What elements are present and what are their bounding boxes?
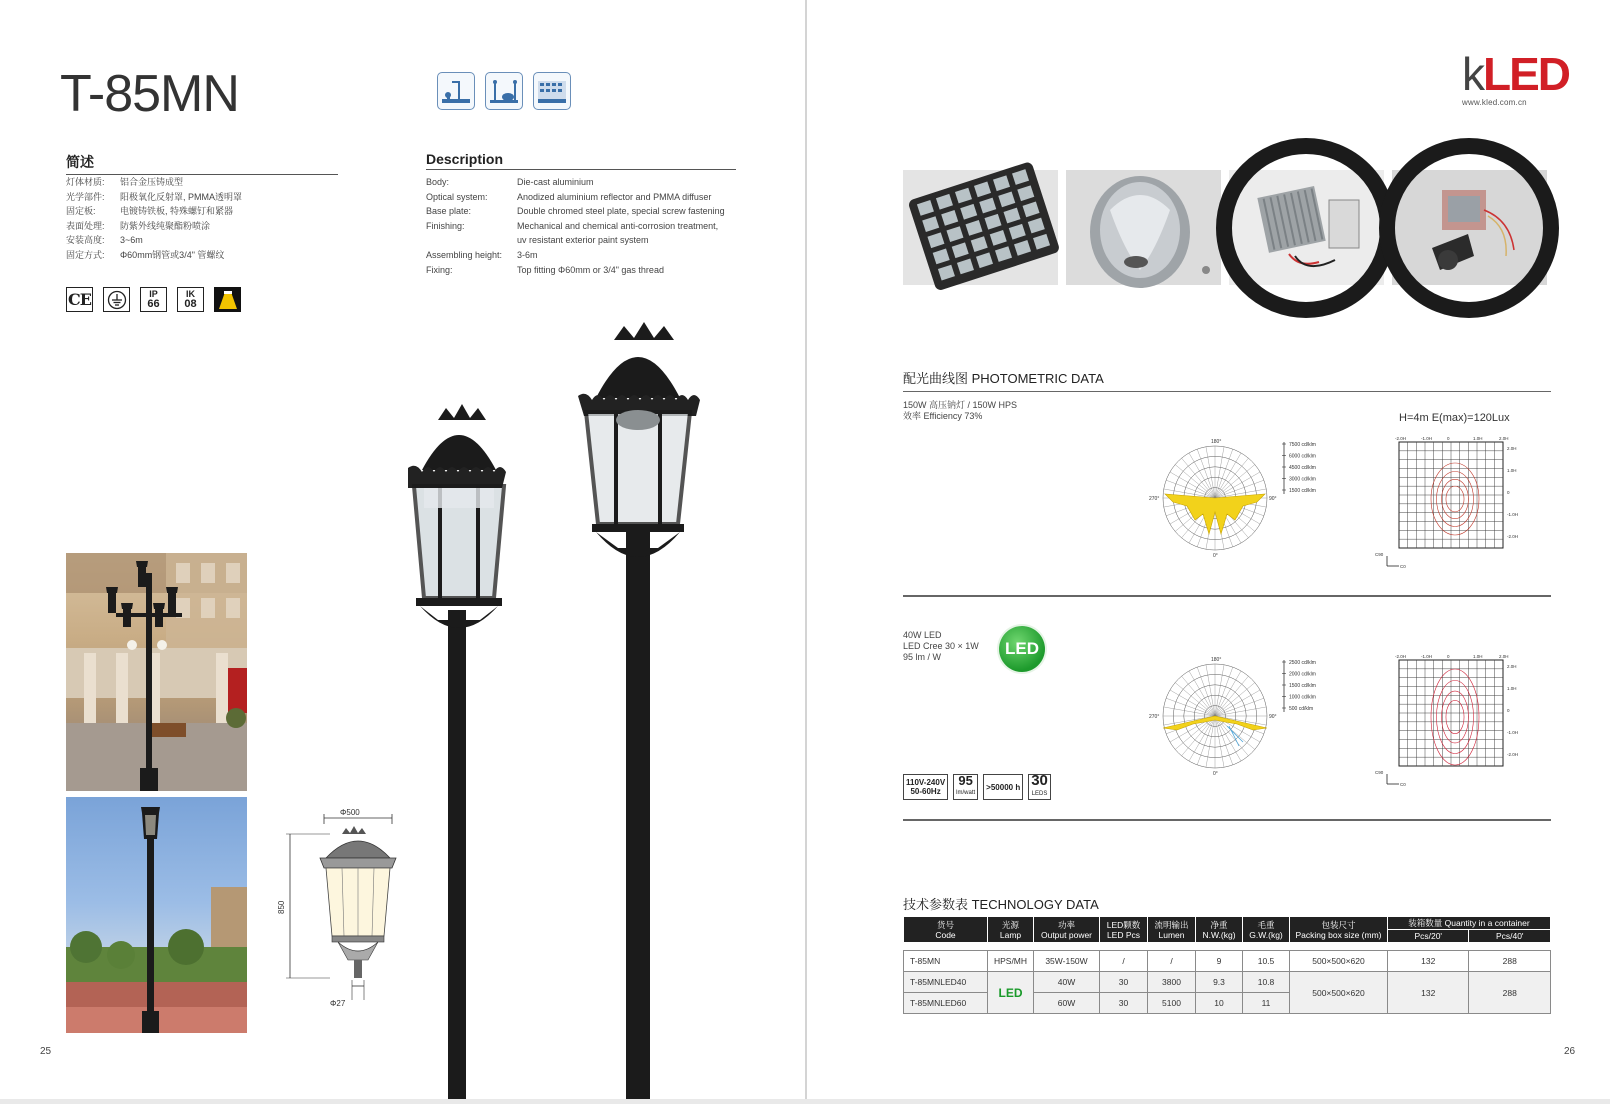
polar-scale-label: 7500 cd/klm [1289, 442, 1316, 448]
spec-row [66, 175, 242, 190]
spec-value: Double chromed steel plate, special screw fastening [517, 206, 725, 217]
spec-value: Anodized aluminium reflector and PMMA diffuser [517, 191, 712, 202]
polar-label: 0° [1213, 553, 1218, 559]
zh-description-heading: 简述 [66, 152, 338, 175]
spec-value: 阳极氧化反射罩, PMMA透明罩 [120, 191, 243, 202]
spec-key: Base plate: [426, 206, 472, 217]
led-badge-icon: LED [999, 626, 1045, 672]
hps-info-line2: 效率 Efficiency 73% [903, 411, 983, 421]
spec-value: 防紫外线纯聚酯粉喷涂 [120, 220, 211, 231]
spec-key: Fixing: [426, 264, 453, 275]
left-page [0, 0, 805, 1099]
th-pcs40: Pcs/40' [1469, 930, 1551, 943]
spec-key: Assembling height: [426, 249, 503, 260]
led-info-line2: LED Cree 30 × 1W [903, 641, 979, 651]
building-icon [533, 72, 571, 110]
isolux-tick: 0 [1507, 490, 1510, 495]
led-count-badge: 30 LEDS [1028, 774, 1051, 800]
spec-key: Body: [426, 177, 450, 187]
spec-value: uv resistant exterior paint system [517, 235, 649, 246]
lifetime-badge: >50000 h [983, 774, 1023, 800]
th-code: 货号 Code [904, 917, 988, 943]
page-number-left: 25 [40, 1046, 52, 1057]
ip66-icon [140, 287, 167, 312]
polar-label: 180° [1211, 439, 1222, 445]
spec-row [66, 219, 242, 234]
divider-2 [903, 819, 1551, 821]
polar-label: 90° [1269, 714, 1277, 720]
isolux-chart-hps [1375, 432, 1535, 575]
isolux-tick: -1.0H [1421, 654, 1433, 659]
voltage-badge: 110V-240V 50-60Hz [903, 774, 948, 800]
th-box: 包装尺寸 Packing box size (mm) [1290, 917, 1388, 943]
led-info-line3: 95 lm / W [903, 652, 942, 662]
spec-row [66, 233, 242, 248]
th-pcs20: Pcs/20' [1388, 930, 1469, 943]
lamp-gear-photo [1392, 170, 1547, 285]
garden-lamp-photo [66, 797, 247, 1033]
spec-row [426, 263, 732, 278]
isolux-axis-c90: C90 [1375, 552, 1384, 557]
polar-scale-label: 3000 cd/klm [1289, 476, 1316, 483]
ik-value: 08 [184, 297, 197, 310]
polar-label: 0° [1213, 771, 1218, 777]
isolux-tick: -2.0H [1395, 654, 1407, 659]
ip-value: 66 [147, 297, 160, 310]
led-info [903, 630, 979, 663]
th-ledpcs: LED颗数 LED Pcs [1100, 917, 1148, 943]
spec-key: 灯体材质: [66, 177, 105, 187]
tech-data-table [903, 916, 1551, 1014]
isolux-chart-led [1375, 650, 1535, 793]
polar-chart-led [1143, 646, 1353, 791]
th-lumen: 流明输出 Lumen [1148, 917, 1196, 943]
detail-photos [903, 170, 1547, 285]
park-lamp-icon [437, 72, 475, 110]
isolux-tick: 0 [1447, 436, 1450, 441]
page-number-right: 26 [1564, 1046, 1576, 1057]
isolux-tick: 1.0H [1507, 686, 1517, 691]
th-lamp: 光源 Lamp [988, 917, 1034, 943]
right-page [807, 0, 1610, 1099]
led-feature-badges [903, 774, 1051, 800]
spec-key: 光学部件: [66, 191, 105, 202]
polar-scale-label: 1000 cd/klm [1289, 694, 1316, 701]
spec-row [66, 204, 242, 219]
polar-scale-label: 6000 cd/klm [1289, 453, 1316, 460]
light-beam-icon [214, 287, 241, 312]
spec-row [66, 190, 242, 205]
application-icons [437, 72, 571, 110]
efficacy-badge: 95 lm/watt [953, 774, 978, 800]
ik-label: IK [186, 288, 195, 299]
isolux-axis-c90: C90 [1375, 770, 1384, 775]
isolux-tick: -2.0H [1395, 436, 1407, 441]
en-description-heading: Description [426, 151, 736, 170]
drawing-base-label: Φ27 [330, 999, 346, 1008]
zh-spec-list [66, 175, 242, 263]
tech-data-heading: 技术参数表 TECHNOLOGY DATA [903, 897, 1099, 912]
logo-mark: kLED [1462, 48, 1569, 100]
th-nw: 净重 N.W.(kg) [1196, 917, 1243, 943]
isolux-tick: -1.0H [1507, 730, 1519, 735]
spec-key: 固定板: [66, 206, 96, 217]
ik08-icon [177, 287, 204, 312]
isolux-tick: 0 [1507, 708, 1510, 713]
logo-url: www.kled.com.cn [1462, 98, 1527, 107]
polar-scale-label: 4500 cd/klm [1289, 465, 1316, 471]
spec-value: 3~6m [120, 235, 143, 246]
spec-key: 固定方式: [66, 249, 105, 260]
spec-row [426, 233, 732, 248]
drawing-width-label: Φ500 [340, 808, 360, 817]
isolux-tick: -2.0H [1507, 752, 1519, 757]
isolux-tick: 2.0H [1507, 664, 1517, 669]
spec-value: 电镀铸铁板, 特殊螺钉和紧器 [120, 206, 234, 217]
spec-row [426, 204, 732, 219]
spec-row [426, 190, 732, 205]
spec-key: Finishing: [426, 220, 465, 231]
isolux-tick: -1.0H [1421, 436, 1433, 441]
en-spec-list [426, 175, 732, 277]
table-row: T-85MN HPS/MH 35W-150W / / 9 10.5 500×500×620 132 288 [904, 951, 1551, 972]
polar-scale-label: 2500 cd/klm [1289, 660, 1316, 666]
spec-value: Die-cast aluminium [517, 177, 594, 187]
dimension-drawing [277, 808, 410, 1020]
th-qty: 装箱数量 Quantity in a container [1388, 917, 1551, 930]
isolux-tick: 2.0H [1499, 654, 1509, 659]
polar-label: 270° [1149, 714, 1160, 720]
isolux-tick: 0 [1447, 654, 1450, 659]
polar-scale-label: 1500 cd/klm [1289, 683, 1316, 689]
spec-row [426, 248, 732, 263]
polar-label: 180° [1211, 657, 1222, 663]
drawing-height-label: 850 [277, 900, 286, 914]
polar-scale-label: 1500 cd/klm [1289, 488, 1316, 494]
led-info-line1: 40W LED [903, 630, 942, 640]
plaza-lamp-photo [66, 553, 247, 791]
ce-mark-icon: CE [66, 287, 93, 312]
heatsink-driver-photo [1229, 170, 1384, 285]
isolux-tick: 1.0H [1473, 654, 1483, 659]
isolux-caption: H=4m E(max)=120Lux [1399, 412, 1510, 424]
certification-icons [66, 287, 241, 312]
ip-label: IP [149, 288, 158, 299]
photometric-heading: 配光曲线图 PHOTOMETRIC DATA [903, 368, 1551, 392]
spec-value: Top fitting Φ60mm or 3/4" gas thread [517, 264, 664, 275]
polar-label: 270° [1149, 496, 1160, 502]
isolux-axis-c0: C0 [1400, 782, 1406, 787]
isolux-axis-c0: C0 [1400, 564, 1406, 569]
divider-1 [903, 595, 1551, 597]
spec-key: 表面处理: [66, 220, 105, 231]
kled-logo [1462, 48, 1569, 107]
spec-key: Optical system: [426, 191, 488, 202]
led-module-photo [903, 170, 1058, 285]
isolux-tick: 2.0H [1507, 446, 1517, 451]
polar-label: 90° [1269, 496, 1277, 502]
hps-info [903, 400, 1017, 422]
polar-scale-label: 2000 cd/klm [1289, 671, 1316, 678]
reflector-photo [1066, 170, 1221, 285]
garden-lamp-icon [485, 72, 523, 110]
polar-chart-hps [1143, 428, 1353, 573]
polar-scale-label: 500 cd/klm [1289, 706, 1314, 712]
isolux-tick: 1.0H [1473, 436, 1483, 441]
isolux-tick: -2.0H [1507, 534, 1519, 539]
spec-row [426, 219, 732, 234]
spec-value: Mechanical and chemical anti-corrosion treatment, [517, 220, 719, 231]
spec-key: 安装高度: [66, 235, 105, 246]
spec-row [426, 175, 732, 190]
spec-value: Φ60mm钢管或3/4" 管螺纹 [120, 249, 225, 260]
spec-key [426, 233, 517, 248]
isolux-tick: 2.0H [1499, 436, 1509, 441]
spec-value: 3-6m [517, 249, 538, 260]
spec-row [66, 248, 242, 263]
spec-value: 铝合金压铸成型 [120, 177, 184, 187]
isolux-tick: -1.0H [1507, 512, 1519, 517]
table-row: T-85MNLED60 60W 30 5100 10 11 [904, 993, 1551, 1014]
th-gw: 毛重 G.W.(kg) [1243, 917, 1290, 943]
isolux-tick: 1.0H [1507, 468, 1517, 473]
hps-info-line1: 150W 高压钠灯 / 150W HPS [903, 400, 1018, 410]
product-title: T-85MN [60, 65, 239, 123]
table-row: T-85MNLED40 LED 40W 30 3800 9.3 10.8 500×500×620 132 288 [904, 972, 1551, 993]
th-power: 功率 Output power [1034, 917, 1100, 943]
ground-symbol-icon [103, 287, 130, 312]
product-lamp-image [400, 320, 730, 1099]
